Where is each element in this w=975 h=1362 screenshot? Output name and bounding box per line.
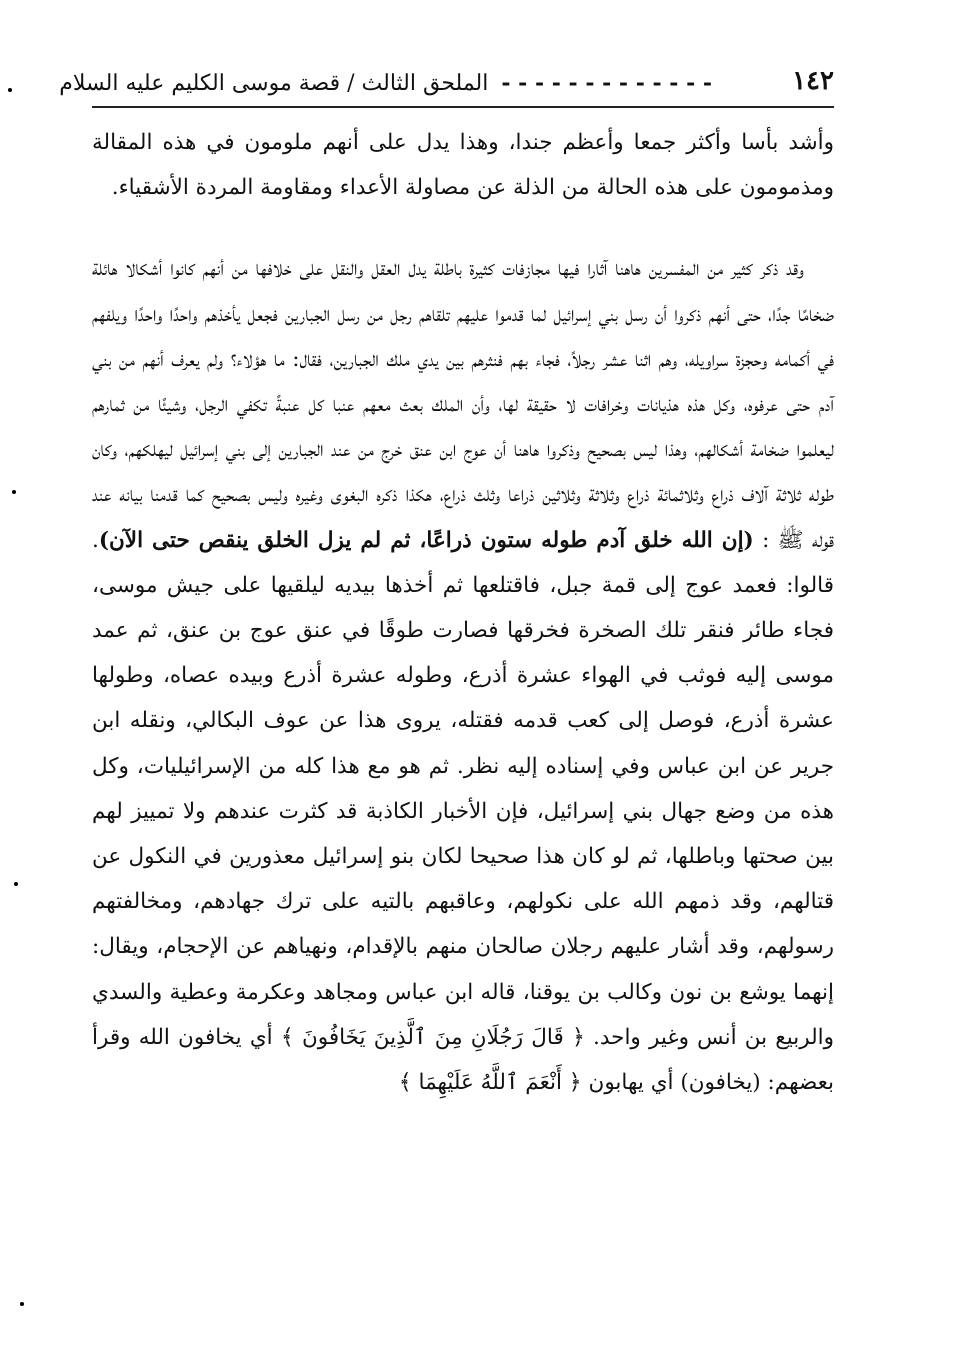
quran-bracket-open: ﴿ bbox=[568, 1070, 582, 1096]
scan-speck bbox=[12, 490, 16, 494]
body-text bbox=[92, 120, 834, 1105]
quran-verse-2: أَنْعَمَ ٱللَّهُ عَلَيْهِمَا bbox=[418, 1070, 562, 1096]
hadith-quote: (إن الله خلق آدم طوله ستون ذراعًا، ثم لم يزل الخلق ينقص حتى الآن) bbox=[98, 527, 754, 553]
scan-speck bbox=[20, 1302, 24, 1306]
page-number: ١٤٢ bbox=[792, 66, 834, 96]
quran-bracket-close: ﴾ bbox=[398, 1070, 412, 1096]
paragraph-1: وأشد بأسا وأكثر جمعا وأعظم جندا، وهذا يدل على أنهم ملومون في هذه المقالة ومذمومون على هذه الحالة من الذلة عن مصاولة الأعداء ومقاومة المردة الأشقياء. bbox=[92, 130, 834, 201]
quran-bracket-open: ﴿ bbox=[571, 1024, 585, 1050]
quran-verse-1: قَالَ رَجُلَانِ مِنَ ٱلَّذِينَ يَخَافُونَ bbox=[301, 1024, 564, 1050]
paragraph-2 bbox=[92, 246, 834, 1105]
paragraph-2-text-b: . قالوا: فعمد عوج إلى قمة جبل، فاقتلعها ثم أخذها بيديه ليلقيها على جيش موسى، فجاء طائر فنقر تلك الصخرة فخرقها فصارت طوقًا في عنق عوج بن عنق، ثم عمد موسى إليه فوثب في الهواء عشرة أذرع، وطوله عشرة أذرع وبيده عصاه، وطولها عشرة أذرع، فوصل إلى كعب قدمه فقتله، يروى هذا عن عوف البكالي، ونقله ابن جرير عن ابن عباس وفي إسناده إليه نظر. ثم هو مع هذا كله من الإسرائيليات، وكل هذه من وضع جهال بني إسرائيل، فإن الأخبار الكاذبة قد كثرت عندهم ولا تمييز لهم بين صحتها وباطلها، ثم لو كان هذا صحيحا لكان بنو إسرائيل معذورين في النكول عن قتالهم، وقد ذمهم الله على نكولهم، وعاقبهم بالتيه على ترك جهادهم، ومخالفتهم رسولهم، وقد أشار عليهم رجلان صالحان منهم بالإقدام، ونهياهم عن الإحجام، ويقال: إنهما يوشع بن نون وكالب بن يوقنا، قاله ابن عباس ومجاهد وعكرمة وعطية والسدي والربيع بن أنس وغير واحد. bbox=[92, 527, 834, 1050]
scan-speck bbox=[14, 882, 18, 886]
running-title-text: الملحق الثالث / قصة موسى الكليم عليه السلام bbox=[59, 71, 489, 96]
paragraph-2-text-a: وقد ذكر كثير من المفسرين هاهنا آثارا فيها مجازفات كثيرة باطلة يدل العقل والنقل على خلافها من أنهم كانوا أشكالا هائلة ضخامًا جدًا، حتى أنهم ذكروا أن رسل بني إسرائيل لما قدموا عليهم تلقاهم رجل من رسل الجبارين فجعل يأخذهم واحدًا واحدًا ويلفهم في أكمامه وحجزة سراويله، وهم اثنا عشر رجلاً، فجاء بهم فنثرهم بين يدي ملك الجبارين، فقال: ما هؤلاء؟ ولم يعرف أنهم من بني آدم حتى عرفوه، وكل هذه هذيانات وخرافات لا حقيقة لها، وأن الملك بعث معهم عنبا كل عنبةً تكفي الرجل، وشيئًا من ثمارهم ليعلموا ضخامة أشكالهم، وهذا ليس بصحيح وذكروا هاهنا أن عوج ابن عنق خرج من عند الجبارين إلى بني إسرائيل ليهلكهم، وكان طوله ثلاثة آلاف ذراع وثلاثمائة ذراع وثلاثة وثلاثين ذراعا وثلث ذراع، هكذا ذكره البغوى وغيره وليس بصحيح كما قدمنا بيانه عند قوله ﷺ : bbox=[92, 256, 834, 553]
header-dashes: - - - - - - - - - - - - - bbox=[501, 70, 712, 96]
running-title bbox=[59, 70, 712, 96]
quran-bracket-close: ﴾ bbox=[280, 1024, 294, 1050]
scan-speck bbox=[8, 88, 12, 92]
header-rule bbox=[92, 106, 834, 108]
paragraph-2-text-c: أي يخافون الله وقرأ بعضهم: (يخافون) أي يهابون bbox=[92, 1024, 834, 1096]
page-header bbox=[59, 64, 834, 108]
